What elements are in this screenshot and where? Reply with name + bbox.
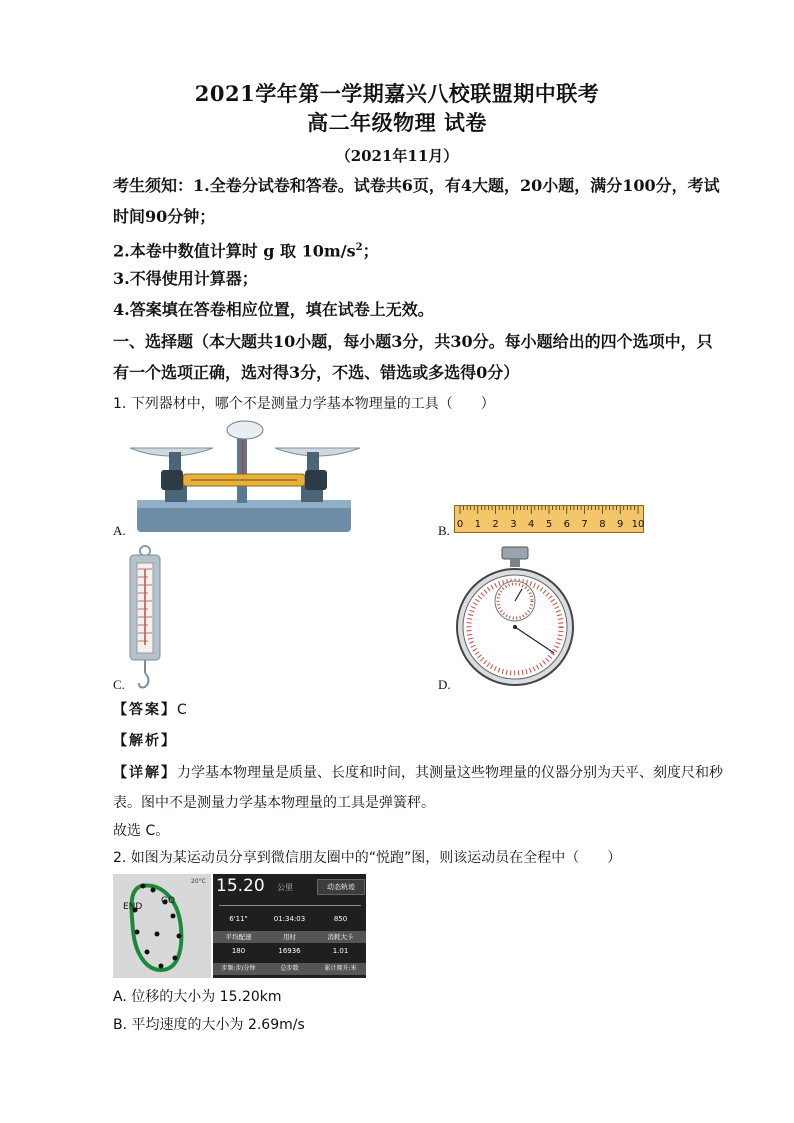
q1-option-c-label: C.	[113, 677, 125, 692]
notice-item4: 4.答案填在答卷相应位置，填在试卷上无效。	[113, 300, 434, 319]
run-distance-unit: 公里	[277, 883, 293, 892]
exam-title-line2: 高二年级物理 试卷	[307, 110, 487, 135]
ruler-tick-label: 0	[456, 519, 464, 530]
section1-line1: 一、选择题（本大题共10小题，每小题3分，共30分。每小题给出的四个选项中，只	[113, 332, 713, 351]
cadence-value: 180	[231, 947, 246, 955]
run-map	[113, 874, 211, 978]
run-track-icon	[113, 874, 211, 978]
q2-option-a: A. 位移的大小为 15.20km	[113, 989, 282, 1005]
ruler-tick-label: 2	[492, 519, 499, 530]
map-end-label: END	[123, 902, 143, 912]
ruler-tick-label: 10	[631, 519, 644, 530]
analysis-tag: 【解析】	[113, 733, 177, 749]
cadence-label: 步频:步/分钟	[221, 965, 256, 972]
avg-pace-label: 平均配速	[225, 933, 252, 941]
run-app-panel	[213, 874, 366, 978]
app-head1	[213, 931, 366, 943]
duration-label: 用时	[283, 933, 296, 941]
q1-detail-line1	[113, 759, 723, 787]
avg-pace-value: 6'11"	[229, 915, 248, 923]
ruler-tick-label: 7	[581, 519, 588, 530]
ruler-tick-label: 9	[617, 519, 624, 530]
detail-text: 力学基本物理量是质量、长度和时间，其测量这些物理量的仪器分别为天平、刻度尺和秒	[177, 765, 723, 781]
ruler-tick-label: 8	[599, 519, 606, 530]
notice-item2	[113, 232, 379, 266]
map-go-label: GO	[161, 896, 176, 906]
exam-date: （2021年11月）	[335, 147, 459, 165]
balance-scale-image	[125, 418, 365, 538]
q2-stem: 2. 如图为某运动员分享到微信朋友圈中的“悦跑”图，则该运动员在全程中（ ）	[113, 850, 622, 866]
duration-value: 01:34:03	[273, 915, 306, 923]
app-head2	[213, 963, 366, 975]
q1-option-b-label: B.	[438, 523, 450, 538]
spring-balance-icon	[128, 545, 162, 693]
answer-value: C	[177, 702, 187, 718]
ruler-tick-label: 5	[545, 519, 553, 530]
track-button[interactable]: 动态轨迹	[317, 879, 365, 895]
steps-label: 总步数	[280, 965, 299, 972]
notice-item2-end: ；	[362, 241, 379, 261]
exam-title-line1: 2021学年第一学期嘉兴八校联盟期中联考	[194, 81, 600, 106]
q1-stem: 1. 下列器材中，哪个不是测量力学基本物理量的工具（ ）	[113, 396, 495, 412]
app-row2	[213, 947, 366, 955]
q2-option-b: B. 平均速度的大小为 2.69m/s	[113, 1017, 305, 1033]
notice-item2-sup: 2	[355, 242, 363, 253]
run-distance: 15.20	[216, 876, 265, 896]
q1-option-a-label: A.	[113, 523, 126, 538]
notice-item3: 3.不得使用计算器；	[113, 269, 258, 288]
answer-tag: 【答案】	[113, 702, 177, 718]
divider	[219, 905, 361, 906]
ruler-tick-label: 6	[563, 519, 570, 530]
calories-label: 消耗大卡	[327, 933, 354, 941]
app-row1	[213, 915, 366, 923]
ruler-tick-label: 3	[510, 519, 517, 530]
section1-line2: 有一个选项正确，选对得3分，不选、错选或多选得0分）	[113, 363, 520, 382]
map-weather: 20°C	[191, 878, 206, 885]
climb-label: 累计爬升:米	[324, 965, 357, 972]
steps-value: 16936	[278, 947, 301, 955]
q1-detail-line2: 表。图中不是测量力学基本物理量的工具是弹簧秤。	[113, 795, 435, 811]
ruler-icon	[454, 505, 644, 533]
detail-tag: 【详解】	[113, 765, 177, 781]
climb-value: 1.01	[332, 947, 349, 955]
stopwatch-image	[454, 545, 576, 690]
q1-conclusion: 故选 C。	[113, 823, 170, 839]
q1-option-d-label: D.	[438, 677, 451, 692]
notice-line2: 时间90分钟；	[113, 207, 216, 226]
spring-balance-image	[128, 545, 162, 693]
q1-answer	[113, 696, 187, 724]
ruler-image	[454, 505, 644, 533]
ruler-tick-label: 1	[474, 519, 481, 530]
calories-value: 850	[333, 915, 348, 923]
ruler-tick-label: 4	[528, 519, 535, 530]
balance-scale-icon	[125, 418, 365, 538]
notice-line1: 考生须知：1.全卷分试卷和答卷。试卷共6页，有4大题，20小题，满分100分，考试	[113, 176, 720, 195]
stopwatch-icon	[454, 545, 576, 690]
notice-item2-text: 2.本卷中数值计算时 g 取 10m/s	[113, 241, 356, 261]
